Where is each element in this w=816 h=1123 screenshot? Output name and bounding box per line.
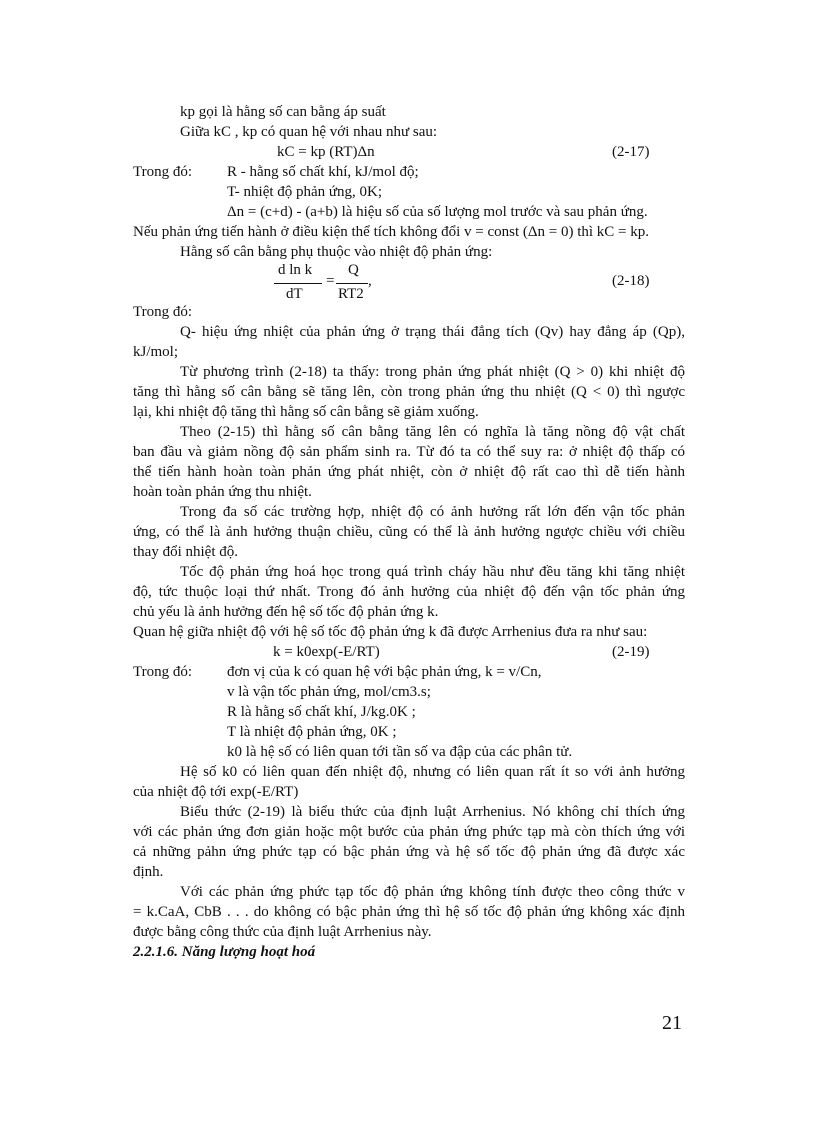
fraction-dlnk-dT [272, 262, 335, 306]
fraction-denominator: dT [286, 286, 303, 302]
text-line: thay đổi nhiệt độ. [133, 544, 238, 560]
text-line: chủ yếu là ảnh hưởng đến hệ số tốc độ phản ứng k. [133, 604, 439, 620]
text-line: định. [133, 864, 164, 880]
text-line: Với các phản ứng phức tạp tốc độ phản ứng không tính được theo công thức v [180, 884, 685, 900]
text-line: T là nhiệt độ phản ứng, 0K ; [227, 724, 397, 740]
text-line: Trong đó: [133, 664, 193, 680]
text-line: Trong đó: [133, 164, 193, 180]
equation-number: (2-17) [612, 144, 650, 160]
text-line: của nhiệt độ tới exp(-E/RT) [133, 784, 299, 800]
equation-number: (2-18) [612, 273, 650, 289]
text-line: R là hằng số chất khí, J/kg.0K ; [227, 704, 416, 720]
text-line: đơn vị của k có quan hệ với bậc phản ứng, k = v/Cn, [227, 664, 542, 680]
fraction-numerator: Q [348, 262, 359, 278]
comma: , [368, 273, 372, 289]
fraction-denominator: RT2 [338, 286, 364, 302]
text-line: k0 là hệ số có liên quan tới tần số va đập của các phân tử. [227, 744, 573, 760]
equation-2-19: k = k0exp(-E/RT) [273, 644, 380, 660]
text-line: Trong đa số các trường hợp, nhiệt độ có ảnh hưởng rất lớn đến vận tốc phản [180, 504, 685, 520]
text-line: được bằng công thức của định luật Arrhenius này. [133, 924, 432, 940]
fraction-bar [336, 283, 368, 284]
text-line: Q- hiệu ứng nhiệt của phản ứng ở trạng thái đẳng tích (Qv) hay đẳng áp (Qp), [180, 324, 685, 340]
text-line: v là vận tốc phản ứng, mol/cm3.s; [227, 684, 431, 700]
fraction-numerator: d ln k [278, 262, 313, 278]
text-line: Hằng số cân bằng phụ thuộc vào nhiệt độ phản ứng: [180, 244, 493, 260]
text-line: thể tiến hành hoàn toàn phản ứng phát nhiệt, còn ở nhiệt độ rất cao thì dễ tiến hành [133, 464, 685, 480]
text-line: Quan hệ giữa nhiệt độ với hệ số tốc độ phản ứng k đã được Arrhenius đưa ra như sau: [133, 624, 648, 640]
text-line: T- nhiệt độ phản ứng, 0K; [227, 184, 383, 200]
text-line: Trong đó: [133, 304, 193, 320]
text-line: hoàn toàn phản ứng thu nhiệt. [133, 484, 312, 500]
text-line: Nếu phản ứng tiến hành ở điều kiện thể tích không đổi v = const (Δn = 0) thì kC = kp. [133, 224, 650, 240]
section-heading: 2.2.1.6. Năng lượng hoạt hoá [133, 944, 316, 960]
text-line: với các phản ứng đơn giản hoặc một bước của phản ứng phức tạp mà còn thích ứng với [133, 824, 685, 840]
fraction-bar [274, 283, 322, 284]
page-number: 21 [662, 1012, 682, 1034]
text-line: tăng thì hằng số cân bằng sẽ tăng lên, còn trong phản ứng thu nhiệt (Q < 0) thì ngược [133, 384, 685, 400]
text-line: Hệ số k0 có liên quan đến nhiệt độ, nhưng có liên quan rất ít so với ảnh hưởng [180, 764, 685, 780]
equals-sign: = [326, 273, 335, 289]
text-line: kJ/mol; [133, 344, 179, 360]
text-line: Δn = (c+d) - (a+b) là hiệu số của số lượng mol trước và sau phản ứng. [227, 204, 648, 220]
text-line: độ, tức thuộc loại thứ nhất. Trong đó ảnh hưởng của nhiệt độ đến vận tốc phản ứng [133, 584, 685, 600]
text-line: cả những pảhn ứng phức tạp có bậc phản ứng và hệ số tốc độ phản ứng đã được xác [133, 844, 685, 860]
text-line: ban đầu và giảm nồng độ sản phẩm sinh ra. Từ đó ta có thể suy ra: ở nhiệt độ thấp có [133, 444, 685, 460]
text-line: Biểu thức (2-19) là biểu thức của định luật Arrhenius. Nó không chỉ thích ứng [180, 804, 685, 820]
text-line: Giữa kC , kp có quan hệ với nhau như sau: [180, 124, 438, 140]
text-line: lại, khi nhiệt độ tăng thì hằng số cân bằng sẽ giảm xuống. [133, 404, 479, 420]
text-line: = k.CaA, CbB . . . do không có bậc phản ứng thì hệ số tốc độ phản ứng không xác định [133, 904, 685, 920]
text-line: ứng, có thể là ảnh hưởng thuận chiều, cũng có thể là ảnh hưởng ngược chiều với chiều [133, 524, 685, 540]
text-line: R - hằng số chất khí, kJ/mol độ; [227, 164, 419, 180]
text-line: kp gọi là hằng số can bằng áp suất [180, 104, 386, 120]
text-line: Tốc độ phản ứng hoá học trong quá trình cháy hầu như đều tăng khi tăng nhiệt [180, 564, 685, 580]
equation-2-17: kC = kp (RT)Δn [277, 144, 375, 160]
equation-number: (2-19) [612, 644, 650, 660]
text-line: Theo (2-15) thì hằng số cân bằng tăng lên có nghĩa là tăng nồng độ vật chất [180, 424, 685, 440]
text-line: Từ phương trình (2-18) ta thấy: trong phản ứng phát nhiệt (Q > 0) khi nhiệt độ [180, 364, 685, 380]
